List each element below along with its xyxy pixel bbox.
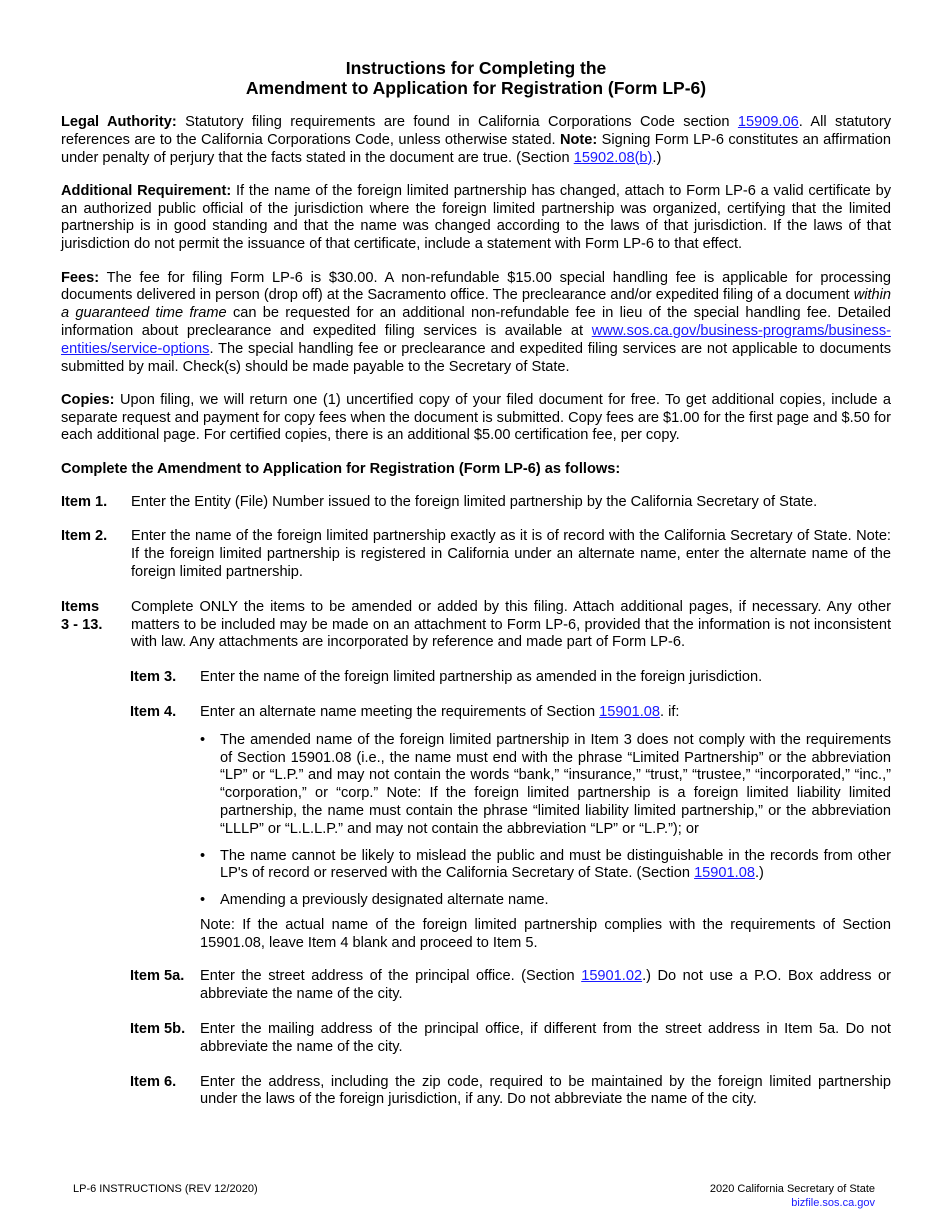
item-5a-text [200,968,891,1004]
fees-text-3: . The special handling fee or preclearance and expedited filing services are not applicable to documents submitted by mail. Check(s) should be made payable to the Secretary of State. [61,340,891,375]
item-4 [130,704,891,722]
copies-label: Copies: [61,391,115,408]
item-3-text: Enter the name of the foreign limited partnership as amended in the foreign jurisdiction. [200,669,763,686]
item-4-text-2: . if: [660,703,680,720]
additional-requirement-text: If the name of the foreign limited partnership has changed, attach to Form LP-6 a valid certificate by an authorized public official of the jurisdiction where the foreign limited partnership was organized, certifying that the limited partnership is in good standing and that the name was changed according to the laws of that jurisdiction. If the laws of that jurisdiction do not permit the issuance of that certificate, include a statement with Form LP-6 to that effect. [61,182,892,253]
copies-text: Upon filing, we will return one (1) uncertified copy of your filed document for free. To get additional copies, include a separate request and payment for copy fees when the document is submitted. Copy fees are $1.00 for the first page and $.50 for each additional page. For certified copies, there is an additional $5.00 certification fee, per copy. [61,391,891,444]
link-15901-02[interactable]: 15901.02 [581,968,643,985]
fees-label: Fees: [61,269,100,286]
item-6 [130,1074,891,1110]
item-2 [61,528,891,581]
items-3-13-label [61,599,131,652]
item-5b-label: Item 5b. [130,1021,186,1038]
item-2-label: Item 2. [61,528,108,545]
items-3-13-text: Complete ONLY the items to be amended or added by this filing. Attach additional pages, if necessary. Any other matters to be included may be made on an attachment to Form LP-6, provided that the information is not inconsistent with law. Any attachments are incorporated by reference and made part of Form LP-6. [131,598,891,651]
footer-website-link[interactable]: bizfile.sos.ca.gov [791,1197,875,1209]
legal-authority-text-4: .) [652,149,662,166]
sub-items [130,669,891,1109]
item-4-note: Note: If the actual name of the foreign limited partnership complies with the requirements of Section 15901.08, leave Item 4 blank and proceed to Item 5. [200,916,891,951]
item-5b-text: Enter the mailing address of the principal office, if different from the street address in Item 5a. Do not abbreviate the name of the city. [200,1021,891,1055]
bullet-item [200,848,891,884]
item-3 [130,669,891,687]
item-4-bullet-list [200,732,891,910]
link-15909-06[interactable]: 15909.06 [737,114,799,130]
legal-authority-text-2: . All statutory references are to the California Corporations Code, unless otherwise stated. [61,114,892,148]
document-page [61,58,891,1126]
fees-italic-text: within a guaranteed time frame [61,287,891,322]
legal-authority-label: Legal Authority: [61,114,177,130]
service-options-link[interactable]: www.sos.ca.gov/business-programs/business-entities/service-options [61,322,891,357]
bullet-2-text: The name cannot be likely to mislead the public and must be distinguishable in the records from other LP's of record or reserved with the California Secretary of State. (Section [220,847,891,882]
item-5b [130,1021,891,1057]
legal-authority-text-3: Signing Form LP-6 constitutes an affirmation under penalty of perjury that the facts stated in the document are true. (Section [61,131,892,166]
complete-heading: Complete the Amendment to Application for Registration (Form LP-6) as follows: [61,460,621,477]
item-5a-text-1: Enter the street address of the principal office. (Section [200,968,582,985]
legal-authority-section [61,114,891,167]
items-label-line-2: 3 - 13. [61,616,103,633]
page-title [61,58,891,98]
title-line-1: Instructions for Completing the [345,58,607,78]
fees-text-2: can be requested for an additional non-refundable fee in lieu of the special handling fee. Detailed information about preclearance and expedited filing services is available at [61,305,891,339]
item-5a [130,968,891,1004]
item-2-text: Enter the name of the foreign limited partnership exactly as it is of record with the California Secretary of State. Note: If the foreign limited partnership is registered in California under an alternate name, enter the alternate name of the foreign limited partnership. [131,528,891,580]
copies-section [61,392,891,445]
items-3-13 [61,599,891,652]
item-6-text: Enter the address, including the zip code, required to be maintained by the foreign limited partnership under the laws of the foreign jurisdiction, if any. Do not abbreviate the name of the city. [200,1073,891,1108]
footer-form-revision: LP-6 INSTRUCTIONS (REV 12/2020) [73,1183,258,1195]
bullet-2-text-end: .) [754,865,764,882]
item-1-label: Item 1. [61,493,108,510]
footer-right [710,1182,875,1210]
additional-requirement-section [61,183,891,254]
item-6-label: Item 6. [130,1073,177,1090]
item-5a-text-2: .) Do not use a P.O. Box address or abbreviate the name of the city. [200,968,892,1003]
item-3-label: Item 3. [130,669,177,686]
fees-section [61,270,891,377]
item-5a-label: Item 5a. [130,968,185,985]
link-15902-08b[interactable]: 15902.08(b) [573,149,653,166]
additional-requirement-label: Additional Requirement: [61,182,232,199]
fees-text-1: The fee for filing Form LP-6 is $30.00. A non-refundable $15.00 special handling fee is applicable for processing documents delivered in person (drop off) at the Sacramento office. The preclearance and/or expedited filing of a document [61,269,891,304]
item-4-label: Item 4. [130,703,177,720]
bullet-item: • The amended name of the foreign limited partnership in Item 3 does not comply with the requirements of Section 15901.08 (i.e., the name must end with the phrase “Limited Partnership” or the abbreviation “LP” or “L.P.” and may not contain the words “bank,” “insurance,” “trust,” “trustee,” “incorporated,” “inc.,” “corporation,” or “corp.” Note: If the foreign limited partnership is a foreign limited liability limited partnership, the name must contain the phrase “limited liability limited partnership,” or the abbreviation “LLLP” or “L.L.L.P.” and may not contain the abbreviation “LP” or “L.P.”); or [200,732,891,839]
item-1-text: Enter the Entity (File) Number issued to the foreign limited partnership by the California Secretary of State. [131,493,818,510]
bullet-item: • Amending a previously designated alternate name. [200,892,891,910]
legal-authority-text: Statutory filing requirements are found in California Corporations Code section [176,114,738,130]
link-15901-08-bullet[interactable]: 15901.08 [694,865,755,882]
item-1 [61,494,891,512]
footer-copyright: 2020 California Secretary of State [709,1183,875,1195]
title-line-2: Amendment to Application for Registration (Form LP-6) [245,78,707,98]
note-label: Note: [559,131,598,148]
link-15901-08[interactable]: 15901.08 [599,703,661,720]
item-4-text [200,704,891,722]
item-4-text-1: Enter an alternate name meeting the requirements of Section [200,703,600,720]
items-label-line-1: Items [61,598,100,615]
